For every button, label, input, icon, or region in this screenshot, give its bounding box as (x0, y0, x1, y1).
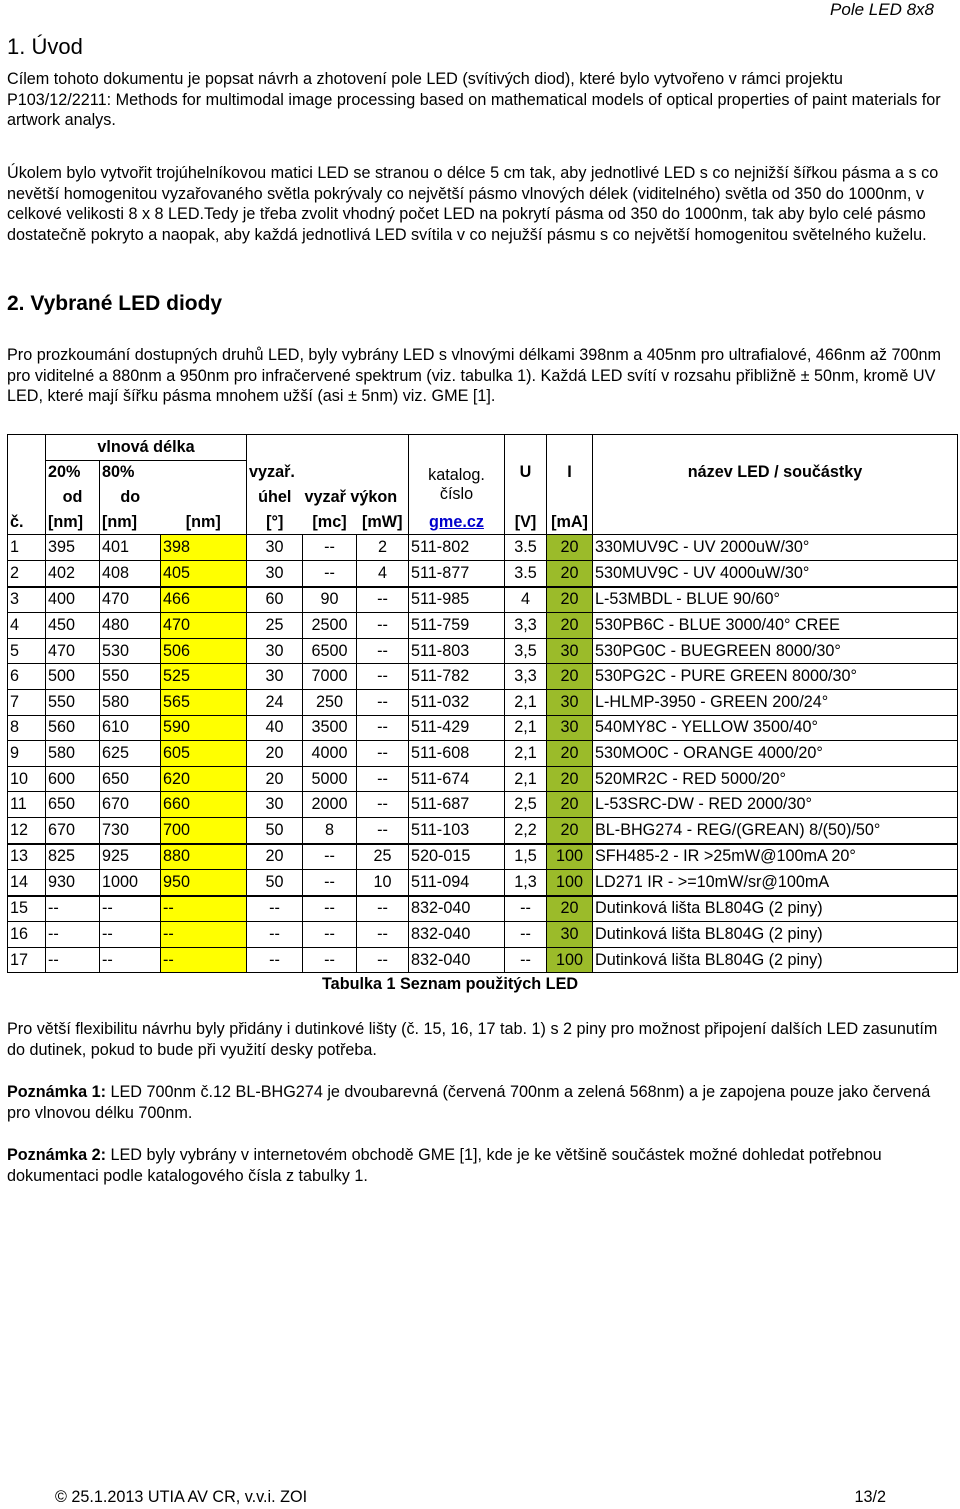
cell-mc: 5000 (303, 766, 357, 792)
cell-nm: 506 (161, 638, 247, 664)
cell-mc: 3500 (303, 715, 357, 741)
cell-mw: -- (357, 613, 409, 639)
header-i: I (547, 460, 593, 485)
cell-mw: -- (357, 638, 409, 664)
cell-u: 1,3 (505, 870, 547, 896)
cell-do: 550 (100, 664, 161, 690)
table-row (8, 844, 958, 870)
cell-kat: 511-032 (409, 689, 505, 715)
cell-i: 100 (547, 947, 593, 973)
header-wavelength: vlnová délka (46, 435, 247, 461)
cell-u: 4 (505, 587, 547, 613)
cell-od: 450 (46, 613, 100, 639)
cell-mw: -- (357, 766, 409, 792)
cell-od: 825 (46, 844, 100, 870)
header-nm2: [nm] (100, 510, 161, 535)
cell-uhel: 30 (247, 638, 303, 664)
note-2-text: LED byly vybrány v internetovém obchodě GME [1], kde je ke většině součástek možné dohledat potřebnou dokumentaci podle katalogového čísla z tabulky 1. (7, 1146, 882, 1185)
table-row (8, 741, 958, 767)
cell-kat: 511-759 (409, 613, 505, 639)
cell-c: 10 (8, 766, 46, 792)
cell-u: 3,5 (505, 638, 547, 664)
cell-do: 650 (100, 766, 161, 792)
cell-mw: 2 (357, 535, 409, 561)
cell-mw: -- (357, 896, 409, 922)
cell-mw: -- (357, 741, 409, 767)
cell-do: 480 (100, 613, 161, 639)
cell-od: 470 (46, 638, 100, 664)
gme-link[interactable]: gme.cz (429, 512, 484, 531)
cell-c: 9 (8, 741, 46, 767)
cell-mc: -- (303, 560, 357, 586)
cell-name: Dutinková lišta BL804G (2 piny) (593, 947, 958, 973)
task-paragraph: Úkolem bylo vytvořit trojúhelníkovou matici LED se stranou o délce 5 cm tak, aby jednotlivé LED s co nejnižší šířkou pásma a s co nevětší homogenitou vyzařovaného světla pokrývaly co největší pásmo vlnových délek (viditelného) světla od 350 do 1000nm, v celkové velikosti 8 x 8 LED.Tedy je třeba zvolit vhodný počet LED na pokrytí pásma od 350 do 1000nm, tak aby bylo celé pásmo dostatečně pokryto a naopak, aby každá jednotlivá LED svítila v co nejužší pásmu s co největší homogenitou světelného kuželu. (7, 164, 939, 244)
header-cislo: číslo (439, 484, 474, 503)
cell-nm: 590 (161, 715, 247, 741)
cell-od: 670 (46, 817, 100, 843)
cell-c: 12 (8, 817, 46, 843)
cell-mw: -- (357, 587, 409, 613)
cell-u: 2,1 (505, 766, 547, 792)
page-number: 13/2 (854, 1488, 886, 1506)
cell-name: LD271 IR - >=10mW/sr@100mA (593, 870, 958, 896)
cell-do: -- (100, 947, 161, 973)
cell-mc: 7000 (303, 664, 357, 690)
cell-nm: 605 (161, 741, 247, 767)
cell-i: 20 (547, 664, 593, 690)
cell-mc: 4000 (303, 741, 357, 767)
cell-i: 20 (547, 587, 593, 613)
cell-nm: 405 (161, 560, 247, 586)
cell-name: L-HLMP-3950 - GREEN 200/24° (593, 689, 958, 715)
cell-name: BL-BHG274 - REG/(GREAN) 8/(50)/50° (593, 817, 958, 843)
cell-u: 3,3 (505, 613, 547, 639)
header-vyzar-vykon: vyzař výkon (303, 485, 409, 510)
header-ma: [mA] (547, 510, 593, 535)
cell-uhel: 20 (247, 844, 303, 870)
table-row (8, 870, 958, 896)
cell-uhel: 30 (247, 560, 303, 586)
cell-c: 7 (8, 689, 46, 715)
cell-kat: 832-040 (409, 947, 505, 973)
cell-kat: 511-687 (409, 792, 505, 818)
note-2 (7, 1145, 947, 1186)
cell-nm: 950 (161, 870, 247, 896)
cell-od: 580 (46, 741, 100, 767)
cell-do: -- (100, 922, 161, 948)
cell-c: 1 (8, 535, 46, 561)
cell-name: 530PG2C - PURE GREEN 8000/30° (593, 664, 958, 690)
table-header-row-1 (8, 435, 958, 461)
cell-do: 670 (100, 792, 161, 818)
cell-nm: 525 (161, 664, 247, 690)
cell-mc: 8 (303, 817, 357, 843)
cell-u: 2,1 (505, 689, 547, 715)
cell-c: 3 (8, 587, 46, 613)
cell-name: 530MO0C - ORANGE 4000/20° (593, 741, 958, 767)
cell-name: 530PG0C - BUEGREEN 8000/30° (593, 638, 958, 664)
cell-u: 3.5 (505, 560, 547, 586)
cell-mc: -- (303, 870, 357, 896)
cell-mw: -- (357, 817, 409, 843)
cell-mw: 4 (357, 560, 409, 586)
cell-mw: -- (357, 792, 409, 818)
cell-name: Dutinková lišta BL804G (2 piny) (593, 896, 958, 922)
cell-u: 3,3 (505, 664, 547, 690)
sockets-paragraph: Pro větší flexibilitu návrhu byly přidány i dutinkové lišty (č. 15, 16, 17 tab. 1) s 2 piny pro možnost připojení dalších LED zasunutím do dutinek, pokud to bude při využití desky potřeba. (7, 1020, 938, 1059)
cell-c: 17 (8, 947, 46, 973)
cell-mw: -- (357, 922, 409, 948)
header-deg: [°] (247, 510, 303, 535)
cell-i: 20 (547, 817, 593, 843)
cell-c: 14 (8, 870, 46, 896)
cell-i: 30 (547, 715, 593, 741)
table-row (8, 587, 958, 613)
cell-c: 16 (8, 922, 46, 948)
cell-kat: 832-040 (409, 896, 505, 922)
cell-mw: -- (357, 715, 409, 741)
header-nm1: [nm] (46, 510, 100, 535)
cell-c: 2 (8, 560, 46, 586)
selected-leds-paragraph: Pro prozkoumání dostupných druhů LED, byly vybrány LED s vlnovými délkami 398nm a 405nm pro ultrafialové, 466nm až 700nm pro viditelné a 880nm a 950nm pro infračervené spektrum (viz. tabulka 1). Každá LED svítí v rozsahu přibližně ± 50nm, kromě UV LED, které mají šířku pásma mnohem užší (asi ± 5nm) viz. GME [1]. (7, 346, 941, 405)
cell-c: 6 (8, 664, 46, 690)
cell-mw: -- (357, 689, 409, 715)
table-row (8, 638, 958, 664)
led-table (7, 434, 958, 973)
header-v: [V] (505, 510, 547, 535)
cell-od: 400 (46, 587, 100, 613)
cell-mc: 2500 (303, 613, 357, 639)
cell-i: 20 (547, 560, 593, 586)
table-row (8, 792, 958, 818)
table-row (8, 664, 958, 690)
cell-mc: -- (303, 922, 357, 948)
cell-name: Dutinková lišta BL804G (2 piny) (593, 922, 958, 948)
cell-uhel: -- (247, 922, 303, 948)
cell-kat: 511-782 (409, 664, 505, 690)
cell-i: 20 (547, 766, 593, 792)
cell-i: 30 (547, 922, 593, 948)
table-row (8, 817, 958, 843)
cell-i: 20 (547, 535, 593, 561)
table-row (8, 613, 958, 639)
header-katalog: katalog. (428, 465, 485, 484)
cell-u: 2,2 (505, 817, 547, 843)
table-row (8, 535, 958, 561)
cell-i: 100 (547, 844, 593, 870)
cell-i: 20 (547, 613, 593, 639)
cell-od: 560 (46, 715, 100, 741)
cell-uhel: 30 (247, 535, 303, 561)
cell-uhel: 50 (247, 870, 303, 896)
cell-i: 20 (547, 896, 593, 922)
note-2-label: Poznámka 2: (7, 1146, 106, 1164)
header-mc: [mc] (303, 510, 357, 535)
cell-do: 470 (100, 587, 161, 613)
header-c: č. (8, 510, 46, 535)
cell-i: 20 (547, 792, 593, 818)
cell-u: 3.5 (505, 535, 547, 561)
header-20pct: 20% (46, 460, 100, 485)
cell-name: SFH485-2 - IR >25mW@100mA 20° (593, 844, 958, 870)
cell-name: 530MUV9C - UV 4000uW/30° (593, 560, 958, 586)
section-2-heading: 2. Vybrané LED diody (7, 292, 223, 315)
cell-nm: 466 (161, 587, 247, 613)
header-name: název LED / součástky (593, 460, 958, 485)
cell-mc: 6500 (303, 638, 357, 664)
header-u: U (505, 460, 547, 485)
cell-mc: -- (303, 947, 357, 973)
cell-mc: 2000 (303, 792, 357, 818)
cell-mw: 10 (357, 870, 409, 896)
cell-do: 401 (100, 535, 161, 561)
cell-kat: 511-803 (409, 638, 505, 664)
cell-nm: 565 (161, 689, 247, 715)
cell-uhel: -- (247, 947, 303, 973)
cell-do: 925 (100, 844, 161, 870)
cell-mw: -- (357, 664, 409, 690)
table-row (8, 896, 958, 922)
cell-u: -- (505, 922, 547, 948)
cell-do: 580 (100, 689, 161, 715)
cell-od: 402 (46, 560, 100, 586)
cell-nm: 470 (161, 613, 247, 639)
cell-c: 11 (8, 792, 46, 818)
cell-uhel: 20 (247, 766, 303, 792)
cell-nm: -- (161, 896, 247, 922)
cell-mc: -- (303, 535, 357, 561)
cell-kat: 832-040 (409, 922, 505, 948)
cell-kat: 511-802 (409, 535, 505, 561)
cell-kat: 511-985 (409, 587, 505, 613)
cell-u: -- (505, 896, 547, 922)
cell-nm: 620 (161, 766, 247, 792)
cell-u: 2,1 (505, 741, 547, 767)
cell-c: 13 (8, 844, 46, 870)
header-od: od (46, 485, 100, 510)
document-header-title: Pole LED 8x8 (830, 0, 934, 19)
cell-nm: 700 (161, 817, 247, 843)
cell-u: 2,5 (505, 792, 547, 818)
cell-name: 530PB6C - BLUE 3000/40° CREE (593, 613, 958, 639)
cell-name: L-53SRC-DW - RED 2000/30° (593, 792, 958, 818)
cell-do: 408 (100, 560, 161, 586)
cell-nm: -- (161, 922, 247, 948)
cell-nm: -- (161, 947, 247, 973)
header-mw: [mW] (357, 510, 409, 535)
cell-kat: 511-674 (409, 766, 505, 792)
cell-c: 5 (8, 638, 46, 664)
cell-mc: 90 (303, 587, 357, 613)
cell-kat: 511-877 (409, 560, 505, 586)
cell-name: L-53MBDL - BLUE 90/60° (593, 587, 958, 613)
cell-od: 650 (46, 792, 100, 818)
cell-od: 395 (46, 535, 100, 561)
cell-nm: 660 (161, 792, 247, 818)
cell-name: 330MUV9C - UV 2000uW/30° (593, 535, 958, 561)
intro-paragraph: Cílem tohoto dokumentu je popsat návrh a zhotovení pole LED (svítivých diod), které bylo vytvořeno v rámci projektu P103/12/2211: Methods for multimodal image processing based on mathematical models of optical properties of paint materials for artwork analys. (7, 70, 941, 129)
header-nm3: [nm] (161, 510, 247, 535)
cell-i: 30 (547, 638, 593, 664)
cell-do: -- (100, 896, 161, 922)
cell-mc: 250 (303, 689, 357, 715)
cell-mw: 25 (357, 844, 409, 870)
cell-uhel: 20 (247, 741, 303, 767)
cell-kat: 511-429 (409, 715, 505, 741)
cell-i: 20 (547, 741, 593, 767)
cell-od: 600 (46, 766, 100, 792)
table-header-row-2 (8, 460, 958, 485)
cell-od: 550 (46, 689, 100, 715)
section-1-heading: 1. Úvod (7, 34, 83, 59)
note-1-text: LED 700nm č.12 BL-BHG274 je dvoubarevná (červená 700nm a zelená 568nm) a je zapojena pouze jako červená pro vlnovou délku 700nm. (7, 1083, 931, 1122)
table-row (8, 922, 958, 948)
cell-od: 500 (46, 664, 100, 690)
cell-kat: 520-015 (409, 844, 505, 870)
cell-c: 4 (8, 613, 46, 639)
cell-do: 625 (100, 741, 161, 767)
header-vyzar: vyzař. (249, 463, 295, 482)
table-caption: Tabulka 1 Seznam použitých LED (322, 975, 579, 993)
table-header-row-4 (8, 510, 958, 535)
cell-mc: -- (303, 896, 357, 922)
note-1 (7, 1082, 947, 1123)
cell-od: 930 (46, 870, 100, 896)
table-row (8, 766, 958, 792)
header-uhel: úhel (258, 487, 292, 506)
cell-c: 15 (8, 896, 46, 922)
cell-od: -- (46, 947, 100, 973)
cell-uhel: 30 (247, 792, 303, 818)
cell-name: 520MR2C - RED 5000/20° (593, 766, 958, 792)
table-row (8, 947, 958, 973)
cell-nm: 398 (161, 535, 247, 561)
cell-uhel: 60 (247, 587, 303, 613)
cell-mc: -- (303, 844, 357, 870)
cell-c: 8 (8, 715, 46, 741)
cell-do: 530 (100, 638, 161, 664)
cell-u: 2,1 (505, 715, 547, 741)
note-1-label: Poznámka 1: (7, 1083, 106, 1101)
footer-copyright: © 25.1.2013 UTIA AV CR, v.v.i. ZOI (55, 1488, 308, 1506)
cell-kat: 511-103 (409, 817, 505, 843)
cell-uhel: 25 (247, 613, 303, 639)
cell-uhel: 24 (247, 689, 303, 715)
cell-uhel: 30 (247, 664, 303, 690)
cell-uhel: 40 (247, 715, 303, 741)
cell-do: 1000 (100, 870, 161, 896)
cell-i: 100 (547, 870, 593, 896)
cell-od: -- (46, 922, 100, 948)
cell-nm: 880 (161, 844, 247, 870)
cell-od: -- (46, 896, 100, 922)
cell-u: -- (505, 947, 547, 973)
cell-i: 30 (547, 689, 593, 715)
cell-mw: -- (357, 947, 409, 973)
cell-name: 540MY8C - YELLOW 3500/40° (593, 715, 958, 741)
cell-kat: 511-094 (409, 870, 505, 896)
cell-uhel: 50 (247, 817, 303, 843)
header-do: do (100, 485, 161, 510)
table-row (8, 715, 958, 741)
cell-do: 610 (100, 715, 161, 741)
header-80pct: 80% (100, 460, 161, 485)
table-row (8, 689, 958, 715)
cell-do: 730 (100, 817, 161, 843)
cell-u: 1,5 (505, 844, 547, 870)
cell-kat: 511-608 (409, 741, 505, 767)
cell-uhel: -- (247, 896, 303, 922)
table-row (8, 560, 958, 586)
